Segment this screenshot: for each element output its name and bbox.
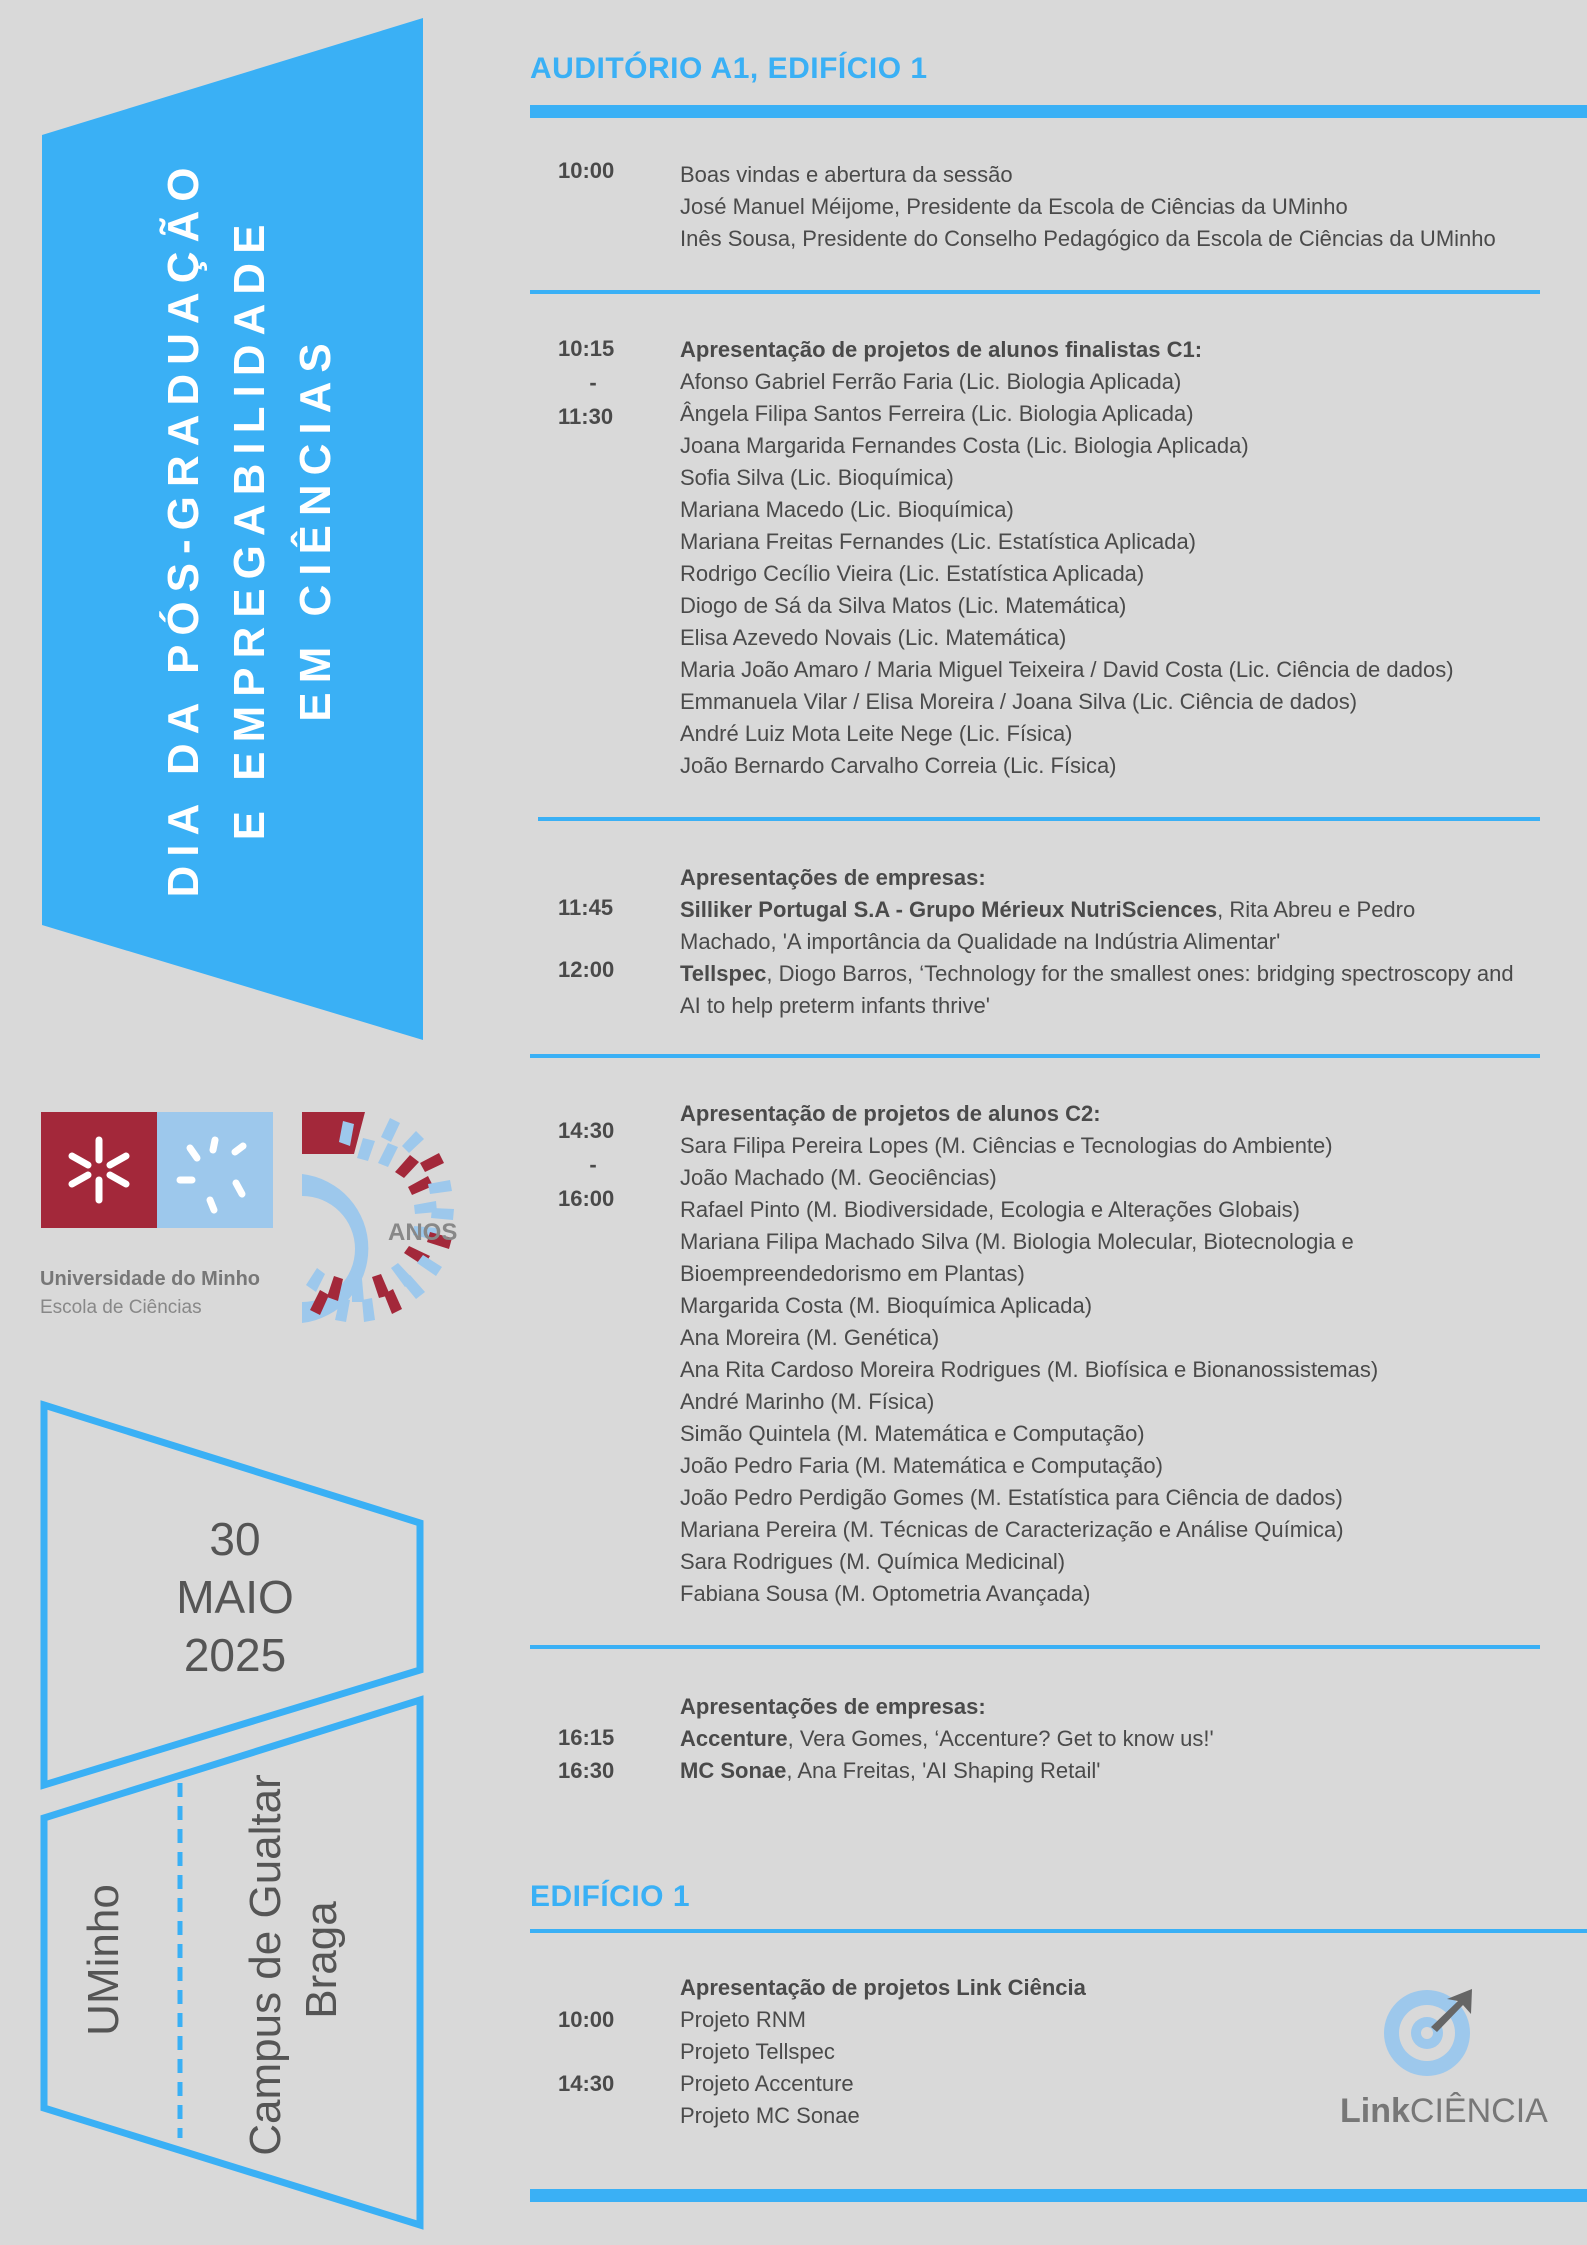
time-label: 11:30 [558, 404, 614, 429]
list-item: Mariana Macedo (Lic. Bioquímica) [680, 497, 1014, 522]
list-item: Mariana Freitas Fernandes (Lic. Estatística Aplicada) [680, 529, 1197, 554]
list-item: Rodrigo Cecílio Vieira (Lic. Estatística Aplicada) [680, 561, 1145, 586]
divider [530, 290, 1540, 294]
list-item: João Machado (M. Geociências) [680, 1165, 997, 1190]
time-label: 10:00 [558, 158, 615, 183]
location-uminho: UMinho [79, 1884, 128, 2036]
list-item: Margarida Costa (M. Bioquímica Aplicada) [680, 1293, 1093, 1318]
university-name: Universidade do Minho [40, 1268, 261, 1290]
block-heading: Apresentações de empresas: [680, 1694, 986, 1719]
list-item: Rafael Pinto (M. Biodiversidade, Ecologia e Alterações Globais) [680, 1197, 1300, 1222]
time-label: 12:00 [558, 957, 615, 982]
list-item: Projeto RNM [680, 2007, 806, 2032]
event-title [0, 0, 460, 1060]
anniversary-label: ANOS [388, 1219, 458, 1246]
time-label: 16:00 [558, 1186, 615, 1211]
list-item: Projeto Accenture [680, 2071, 854, 2096]
link-ciencia-logo [1335, 1985, 1548, 2135]
company-name: Accenture [680, 1726, 788, 1751]
list-item: Mariana Filipa Machado Silva (M. Biologia Molecular, Biotecnologia e [680, 1229, 1354, 1254]
list-item: Afonso Gabriel Ferrão Faria (Lic. Biologia Aplicada) [680, 369, 1182, 394]
time-dash: - [589, 370, 597, 395]
section-title-auditorio: AUDITÓRIO A1, EDIFÍCIO 1 [530, 52, 928, 85]
date-month: MAIO [176, 1571, 294, 1623]
logo-text-link: Link [1340, 2092, 1410, 2130]
list-item: José Manuel Méijome, Presidente da Escola de Ciências da UMinho [680, 194, 1348, 219]
section-rule [530, 105, 1587, 118]
list-item: Sofia Silva (Lic. Bioquímica) [680, 465, 954, 490]
talk-details: AI to help preterm infants thrive' [680, 993, 990, 1018]
list-item: Fabiana Sousa (M. Optometria Avançada) [680, 1581, 1091, 1606]
block-heading: Apresentação de projetos de alunos finalistas C1: [680, 337, 1203, 362]
divider [538, 817, 1540, 821]
list-item: Emmanuela Vilar / Elisa Moreira / Joana Silva (Lic. Ciência de dados) [680, 689, 1358, 714]
school-name: Escola de Ciências [40, 1297, 202, 1318]
company-name: Silliker Portugal S.A - Grupo Mérieux NutriSciences [680, 897, 1218, 922]
location-labels [0, 1700, 460, 2245]
list-item: Maria João Amaro / Maria Miguel Teixeira / David Costa (Lic. Ciência de dados) [680, 657, 1454, 682]
section-rule [530, 1929, 1587, 1933]
location-city: Braga [297, 1901, 346, 2019]
block-welcome [680, 159, 1550, 255]
list-item: Ana Rita Cardoso Moreira Rodrigues (M. Biofísica e Bionanossistemas) [680, 1357, 1379, 1382]
block-heading: Apresentações de empresas: [680, 865, 986, 890]
list-item: Elisa Azevedo Novais (Lic. Matemática) [680, 625, 1067, 650]
list-item: Inês Sousa, Presidente do Conselho Pedagógico da Escola de Ciências da UMinho [680, 226, 1496, 251]
time-label: 10:00 [558, 2007, 615, 2032]
anniversary-50-logo [302, 1112, 454, 1323]
block-heading: Apresentação de projetos de alunos C2: [680, 1101, 1101, 1126]
list-item: Boas vindas e abertura da sessão [680, 162, 1013, 187]
date-day: 30 [209, 1513, 261, 1565]
list-item: Bioempreendedorismo em Plantas) [680, 1261, 1025, 1286]
time-label: 14:30 [558, 1118, 615, 1143]
list-item: João Pedro Faria (M. Matemática e Computação) [680, 1453, 1163, 1478]
time-label: 16:30 [558, 1758, 615, 1783]
event-date [100, 1510, 370, 1684]
title-line-3: EM CIÊNCIAS [291, 334, 340, 722]
block-companies-1 [680, 862, 1550, 1022]
talk-details: , Rita Abreu e Pedro [1217, 897, 1416, 922]
list-item: Sara Filipa Pereira Lopes (M. Ciências e Tecnologias do Ambiente) [680, 1133, 1333, 1158]
block-students-c2 [680, 1098, 1550, 1610]
footer-rule [530, 2189, 1587, 2202]
date-year: 2025 [183, 1629, 287, 1681]
list-item: André Luiz Mota Leite Nege (Lic. Física) [680, 721, 1073, 746]
divider [530, 1054, 1540, 1058]
list-item: João Pedro Perdigão Gomes (M. Estatística para Ciência de dados) [680, 1485, 1343, 1510]
title-line-1: DIA DA PÓS-GRADUAÇÃO [159, 158, 208, 898]
list-item: Projeto MC Sonae [680, 2103, 860, 2128]
uminho-logo [41, 1112, 273, 1228]
list-item: Joana Margarida Fernandes Costa (Lic. Biologia Aplicada) [680, 433, 1249, 458]
list-item: Projeto Tellspec [680, 2039, 835, 2064]
list-item: Mariana Pereira (M. Técnicas de Caracterização e Análise Química) [680, 1517, 1344, 1542]
list-item: João Bernardo Carvalho Correia (Lic. Física) [680, 753, 1117, 778]
block-finalists-c1 [680, 334, 1550, 782]
list-item: Ângela Filipa Santos Ferreira (Lic. Biologia Aplicada) [680, 401, 1194, 426]
company-name: Tellspec [680, 961, 767, 986]
time-label: 16:15 [558, 1725, 615, 1750]
talk-details: , Ana Freitas, 'AI Shaping Retail' [786, 1758, 1101, 1783]
list-item: André Marinho (M. Física) [680, 1389, 935, 1414]
company-name: MC Sonae [680, 1758, 787, 1783]
list-item: Diogo de Sá da Silva Matos (Lic. Matemática) [680, 593, 1127, 618]
list-item: Ana Moreira (M. Genética) [680, 1325, 940, 1350]
list-item: Sara Rodrigues (M. Química Medicinal) [680, 1549, 1066, 1574]
time-dash: - [589, 1152, 597, 1177]
talk-details: Machado, 'A importância da Qualidade na Indústria Alimentar' [680, 929, 1281, 954]
block-companies-2 [680, 1691, 1550, 1787]
divider [530, 1645, 1540, 1649]
section-title-edificio: EDIFÍCIO 1 [530, 1880, 691, 1913]
talk-details: , Diogo Barros, ‘Technology for the smallest ones: bridging spectroscopy and [766, 961, 1514, 986]
block-heading: Apresentação de projetos Link Ciência [680, 1975, 1086, 2000]
time-label: 11:45 [558, 895, 614, 920]
time-label: 14:30 [558, 2071, 615, 2096]
list-item: Simão Quintela (M. Matemática e Computação) [680, 1421, 1145, 1446]
talk-details: , Vera Gomes, ‘Accenture? Get to know us!' [787, 1726, 1214, 1751]
location-campus: Campus de Gualtar [241, 1774, 290, 2156]
title-line-2: E EMPREGABILIDADE [225, 215, 274, 841]
logo-text-ciencia: CIÊNCIA [1409, 2092, 1548, 2130]
time-label: 10:15 [558, 336, 615, 361]
